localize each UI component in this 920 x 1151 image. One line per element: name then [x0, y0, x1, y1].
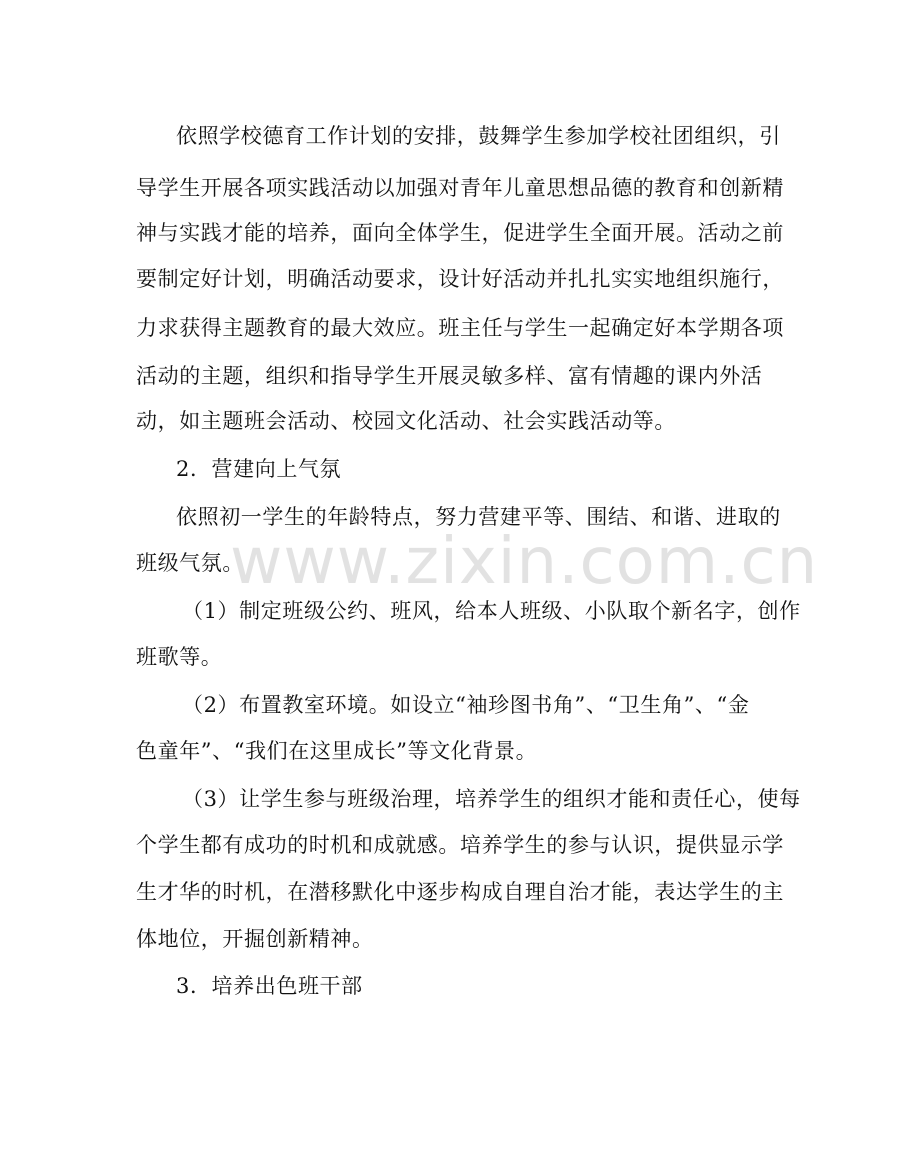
- list-item-line: 个学生都有成功的时机和成就感。培养学生的参与认识，提供显示学: [136, 833, 784, 857]
- paragraph-line: 导学生开展各项实践活动以加强对青年儿童思想品德的教育和创新精: [136, 176, 784, 200]
- list-item-line: （2）布置教室环境。如设立“袖珍图书角”、“卫生角”、“金: [182, 693, 750, 717]
- paragraph-line: 依照初一学生的年龄特点，努力营建平等、围结、和谐、进取的: [176, 505, 781, 529]
- list-item-line: 色童年”、“我们在这里成长”等文化背景。: [136, 739, 538, 763]
- paragraph-line: 依照学校德育工作计划的安排，鼓舞学生参加学校社团组织，引: [176, 124, 781, 148]
- paragraph-line: 要制定好计划，明确活动要求，设计好活动并扎扎实实地组织施行，: [136, 267, 784, 291]
- section-heading: 2．营建向上气氛: [176, 457, 342, 481]
- paragraph-line: 班级气氛。: [136, 551, 244, 575]
- list-item-line: 班歌等。: [136, 645, 223, 669]
- paragraph-line: 力求获得主题教育的最大效应。班主任与学生一起确定好本学期各项: [136, 316, 784, 340]
- watermark: www.zixin.com.cn: [230, 525, 819, 599]
- list-item-line: （1）制定班级公约、班风，给本人班级、小队取个新名字，创作: [182, 599, 801, 623]
- paragraph-line: 神与实践才能的培养，面向全体学生，促进学生全面开展。活动之前: [136, 221, 784, 245]
- list-item-line: 生才华的时机，在潜移默化中逐步构成自理自治才能，表达学生的主: [136, 880, 784, 904]
- list-item-line: 体地位，开掘创新精神。: [136, 927, 374, 951]
- list-item-line: （3）让学生参与班级治理，培养学生的组织才能和责任心，使每: [182, 787, 801, 811]
- section-heading: 3．培养出色班干部: [176, 974, 363, 998]
- paragraph-line: 活动的主题，组织和指导学生开展灵敏多样、富有情趣的课内外活: [136, 364, 763, 388]
- paragraph-line: 动，如主题班会活动、校园文化活动、社会实践活动等。: [136, 409, 676, 433]
